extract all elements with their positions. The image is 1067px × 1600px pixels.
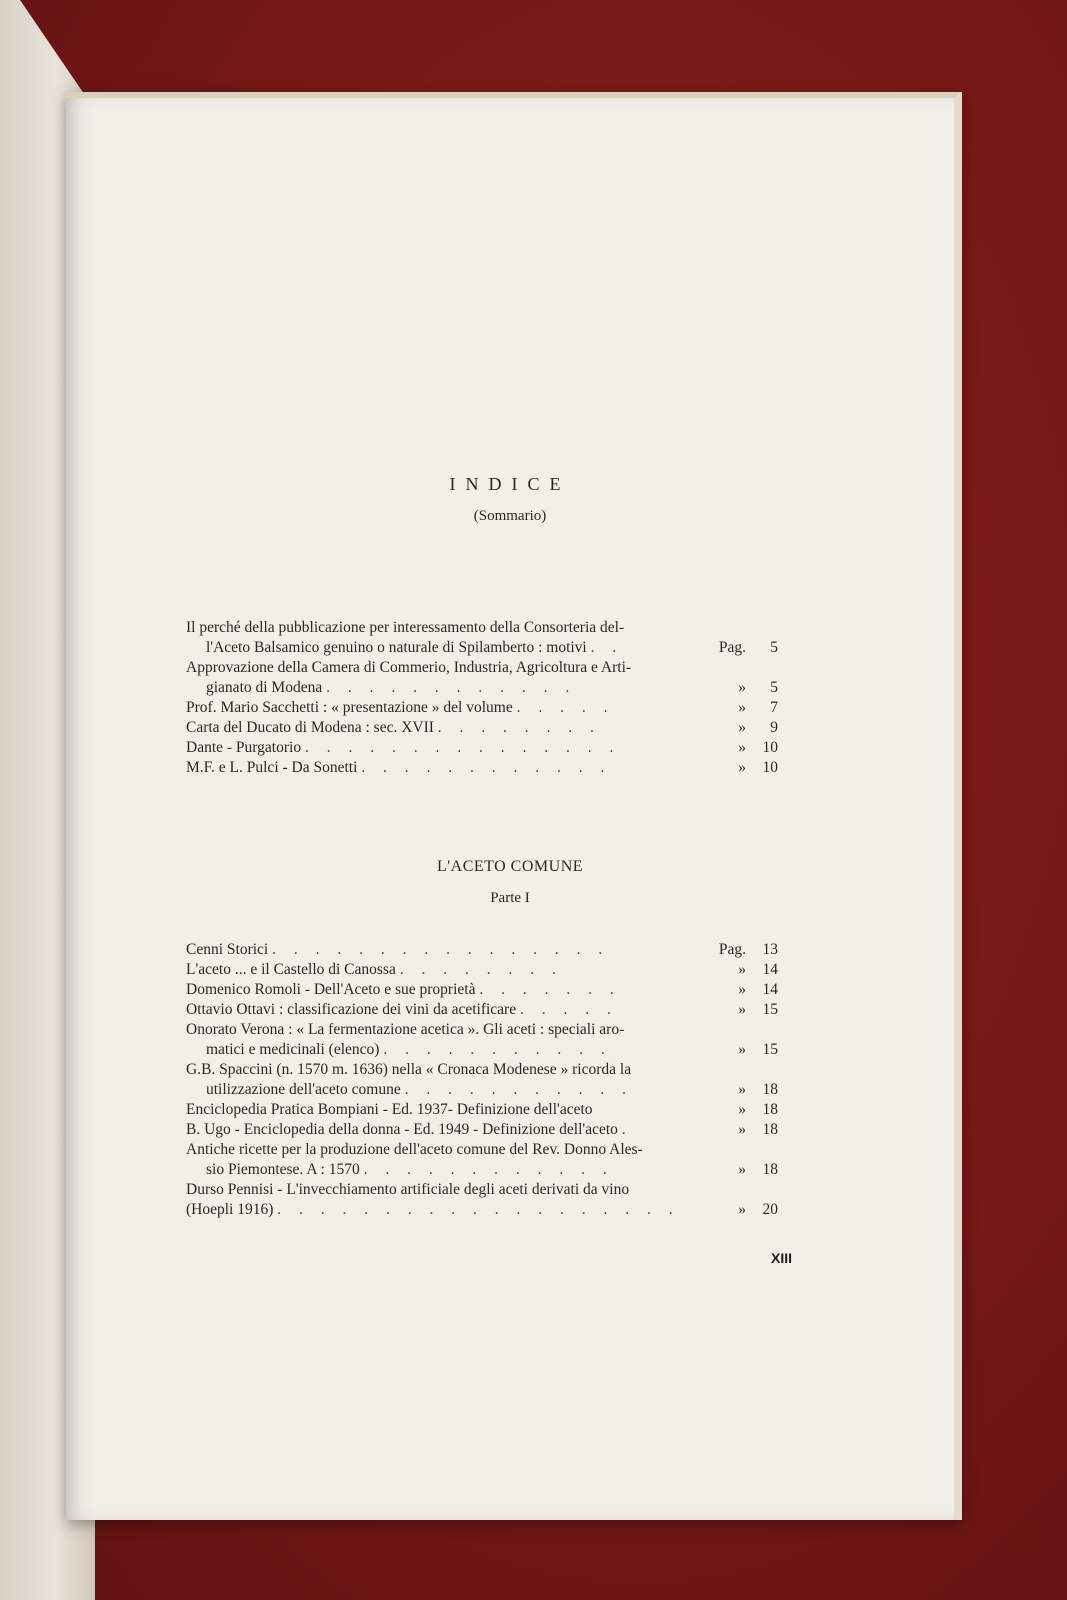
toc-entry-text-cont: l'Aceto Balsamico genuino o naturale di Spilamberto : motivi . . [206, 639, 624, 656]
toc-entry-ref: » 10 [738, 759, 778, 776]
toc-entry [186, 1180, 786, 1220]
toc-entry [186, 658, 786, 698]
toc-entry [186, 1060, 786, 1100]
toc-entry-text: G.B. Spaccini (n. 1570 m. 1636) nella « Cronaca Modenese » ricorda la [186, 1061, 632, 1078]
toc-entry-ref: » 7 [738, 699, 778, 716]
toc-entry [186, 940, 786, 960]
toc-entry-ref: Pag. 5 [718, 639, 778, 656]
toc-entry-ref: Pag. 13 [718, 941, 778, 958]
toc-entry-text: Durso Pennisi - L'invecchiamento artificiale degli aceti derivati da vino [186, 1181, 630, 1198]
section-subtitle: Parte I [490, 890, 530, 906]
toc-entry-text: Antiche ricette per la produzione dell'aceto comune del Rev. Donno Ales- [186, 1141, 643, 1158]
toc-entry-text: Cenni Storici . . . . . . . . . . . . . . . . [186, 941, 610, 958]
toc-entry-text: Domenico Romoli - Dell'Aceto e sue proprietà . . . . . . . [186, 981, 621, 998]
toc-entry [186, 1140, 786, 1180]
toc-entry-text: Dante - Purgatorio . . . . . . . . . . . . . . . [186, 739, 621, 756]
book-page [66, 92, 962, 1520]
toc-entry-text: Carta del Ducato di Modena : sec. XVII . . . . . . . . [186, 719, 601, 736]
toc-entry [186, 1120, 786, 1140]
toc-entry [186, 718, 786, 738]
toc-entry-text: Approvazione della Camera di Commerio, Industria, Agricoltura e Arti- [186, 659, 632, 676]
toc-entry [186, 618, 786, 658]
intro-toc [186, 618, 786, 778]
page-number: XIII [771, 1250, 793, 1266]
toc-entry-ref: » 15 [738, 1041, 778, 1058]
toc-entry-text: Enciclopedia Pratica Bompiani - Ed. 1937- Definizione dell'aceto [186, 1101, 593, 1118]
toc-entry-ref: » 18 [738, 1101, 778, 1118]
toc-entry-text: Il perché della pubblicazione per interessamento della Consorteria del- [186, 619, 625, 636]
toc-entry [186, 1100, 786, 1120]
toc-entry [186, 698, 786, 718]
toc-entry-text: Onorato Verona : « La fermentazione acetica ». Gli aceti : speciali aro- [186, 1021, 625, 1038]
toc-entry-ref: » 20 [738, 1201, 778, 1218]
toc-entry [186, 758, 786, 778]
toc-entry [186, 1000, 786, 1020]
toc-entry-ref: » 9 [738, 719, 778, 736]
toc-entry-ref: » 15 [738, 1001, 778, 1018]
toc-entry-ref: » 18 [738, 1121, 778, 1138]
toc-entry [186, 980, 786, 1000]
toc-entry-ref: » 5 [738, 679, 778, 696]
section-toc [186, 940, 786, 1220]
toc-entry-text-cont: sio Piemontese. A : 1570 . . . . . . . . . . . . [206, 1161, 614, 1178]
index-subtitle: (Sommario) [473, 508, 547, 524]
toc-entry-text: L'aceto ... e il Castello di Canossa . . . . . . . . [186, 961, 563, 978]
toc-entry [186, 1020, 786, 1060]
index-title: INDICE [449, 474, 571, 494]
toc-entry-text: Prof. Mario Sacchetti : « presentazione » del volume . . . . . [186, 699, 615, 716]
toc-entry-text-cont: (Hoepli 1916) . . . . . . . . . . . . . . . . . . . [186, 1201, 680, 1218]
toc-entry-text: B. Ugo - Enciclopedia della donna - Ed. 1949 - Definizione dell'aceto . [186, 1121, 633, 1138]
toc-entry [186, 960, 786, 980]
toc-entry-text-cont: utilizzazione dell'aceto comune . . . . . . . . . . . [206, 1081, 633, 1098]
toc-entry [186, 738, 786, 758]
toc-entry-text: Ottavio Ottavi : classificazione dei vini da acetificare . . . . . [186, 1001, 618, 1018]
toc-entry-text: M.F. e L. Pulci - Da Sonetti . . . . . . . . . . . . [186, 759, 612, 776]
toc-entry-ref: » 14 [738, 961, 778, 978]
toc-entry-ref: » 18 [738, 1081, 778, 1098]
section-title: L'ACETO COMUNE [436, 858, 584, 875]
toc-entry-text-cont: gianato di Modena . . . . . . . . . . . . [206, 679, 577, 696]
toc-entry-ref: » 14 [738, 981, 778, 998]
toc-entry-ref: » 18 [738, 1161, 778, 1178]
toc-entry-text-cont: matici e medicinali (elenco) . . . . . . . . . . . [206, 1041, 612, 1058]
toc-entry-ref: » 10 [738, 739, 778, 756]
